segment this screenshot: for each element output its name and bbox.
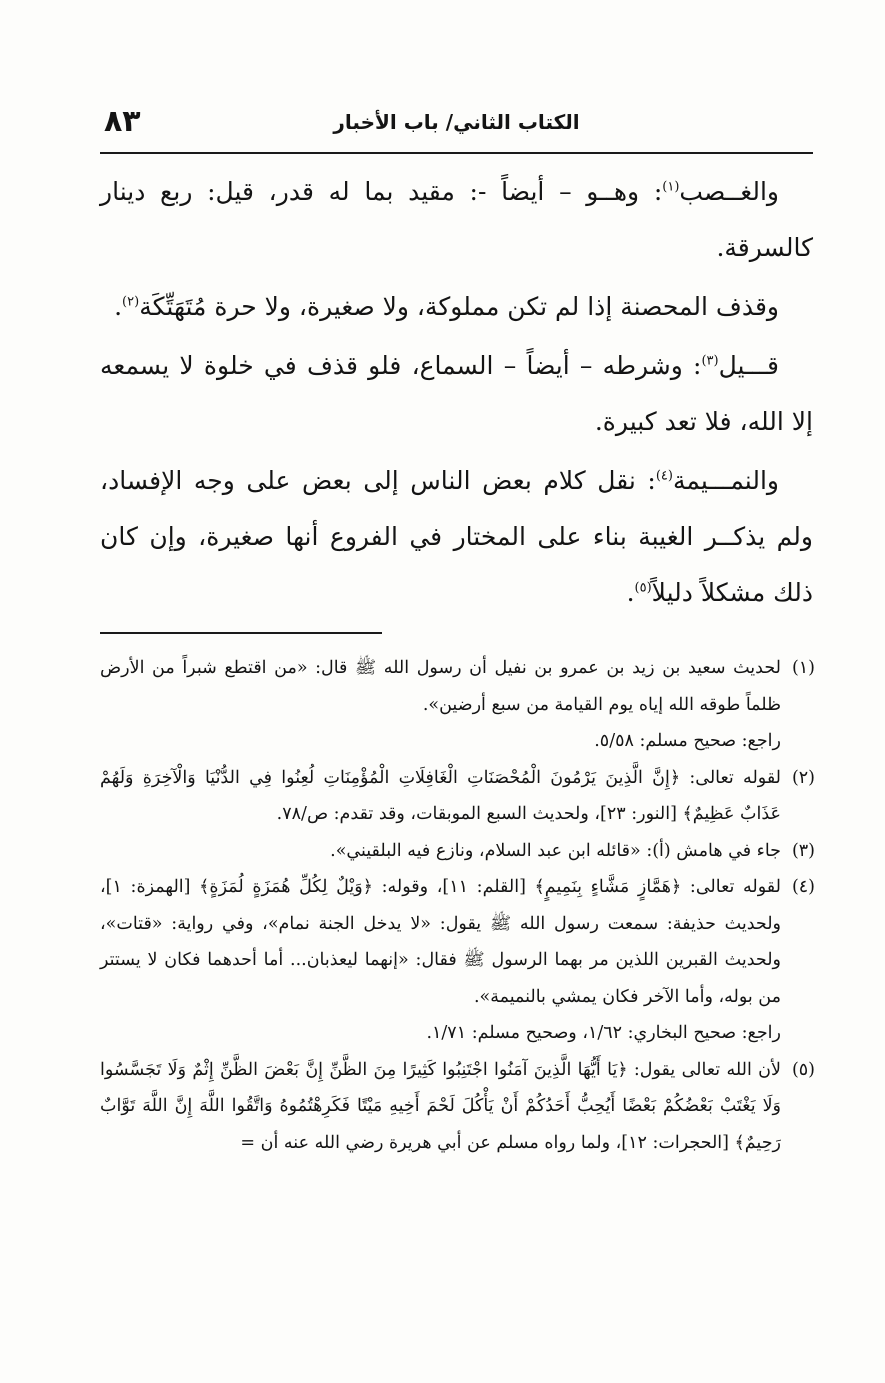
footnote <box>100 1052 815 1162</box>
footnote-ref: (٤) <box>655 468 673 484</box>
footnote-ref: (١) <box>662 179 680 195</box>
footnote-reference: راجع: صحيح مسلم: ٥/٥٨. <box>594 731 781 751</box>
page-number: ٨٣ <box>104 104 141 139</box>
footnote <box>100 650 815 760</box>
running-header <box>100 106 813 146</box>
footnote-reference: راجع: صحيح البخاري: ١/٦٢، وصحيح مسلم: ١/٧١. <box>426 1023 781 1043</box>
footnote-number: (٥) <box>791 1059 815 1080</box>
footnote-text: لحديث سعيد بن زيد بن عمرو بن نفيل أن رسول الله ﷺ قال: «من اقتطع شبراً من الأرض ظلماً طوقه الله إياه يوم القيامة من سبع أرضين». <box>100 658 781 715</box>
footnote <box>100 760 815 833</box>
header-divider <box>100 152 813 154</box>
footnote-number: (٤) <box>791 877 815 897</box>
paragraph-text: : نقل كلام بعض الناس إلى بعض على وجه الإفساد، ولم يذكــر الغيبة بناء على المختار في الفروع أنها صغيرة، وإن كان ذلك مشكلاً دليلاً <box>100 466 813 607</box>
paragraph-text: وقذف المحصنة إذا لم تكن مملوكة، ولا صغيرة، ولا حرة مُتَهَتِّكَة <box>139 292 779 321</box>
footnote <box>100 833 815 870</box>
footnote-ref: (٣) <box>701 353 719 369</box>
footnote-text: لأن الله تعالى يقول: ﴿يَا أَيُّهَا الَّذِينَ آمَنُوا اجْتَنِبُوا كَثِيرًا مِنَ الظَّنِّ إِنَّ بَعْضَ الظَّنِّ إِثْمٌ وَلَا تَجَسَّسُوا وَلَا يَغْتَبْ بَعْضُكُمْ بَعْضًا أَيُحِبُّ أَحَدُكُمْ أَنْ يَأْكُلَ لَحْمَ أَخِيهِ مَيْتًا فَكَرِهْتُمُوهُ وَاتَّقُوا اللَّهَ إِنَّ اللَّهَ تَوَّابٌ رَحِيمٌ﴾ [الحجرات: ١٢]، ولما رواه مسلم عن أبي هريرة رضي الله عنه أن = <box>100 1059 781 1153</box>
footnote <box>100 869 815 1052</box>
paragraph-text: والغــصب <box>679 177 779 206</box>
footnote-text: لقوله تعالى: ﴿إِنَّ الَّذِينَ يَرْمُونَ الْمُحْصَنَاتِ الْغَافِلَاتِ الْمُؤْمِنَاتِ لُعِنُوا فِي الدُّنْيَا وَالْآخِرَةِ وَلَهُمْ عَذَابٌ عَظِيمٌ﴾ [النور: ٢٣]، ولحديث السبع الموبقات، وقد تقدم: ص/٧٨. <box>100 767 781 824</box>
footnotes <box>100 650 815 1161</box>
paragraph-text: : وهــو – أيضاً -: مقيد بما له قدر، قيل: ربع دينار كالسرقة. <box>100 177 813 262</box>
paragraph <box>100 164 813 276</box>
paragraph-text: : وشرطه – أيضاً – السماع، فلو قذف في خلوة لا يسمعه إلا الله، فلا تعد كبيرة. <box>100 351 813 436</box>
footnote-divider <box>100 632 382 634</box>
footnote-number: (٢) <box>791 767 815 788</box>
footnote-number: (٣) <box>791 840 815 861</box>
header-title: الكتاب الثاني/ باب الأخبار <box>333 110 580 134</box>
paragraph <box>100 338 813 450</box>
main-text <box>100 164 813 624</box>
footnote-ref: (٥) <box>634 580 652 596</box>
paragraph-text: . <box>114 292 123 321</box>
paragraph-text: . <box>626 578 635 607</box>
paragraph <box>100 279 813 335</box>
footnote-text: لقوله تعالى: ﴿هَمَّازٍ مَشَّاءٍ بِنَمِيمٍ﴾ [القلم: ١١]، وقوله: ﴿وَيْلٌ لِكُلِّ هُمَزَةٍ لُمَزَةٍ﴾ [الهمزة: ١]، ولحديث حذيفة: سمعت رسول الله ﷺ يقول: «لا يدخل الجنة نمام»، وفي رواية: «قتات»، ولحديث القبرين اللذين مر بهما الرسول ﷺ فقال: «إنهما ليعذبان... أما أحدهما فكان لا يستتر من بوله، وأما الآخر فكان يمشي بالنميمة». <box>100 877 781 1007</box>
paragraph <box>100 453 813 621</box>
paragraph-text: قـــيل <box>718 351 779 380</box>
footnote-ref: (٢) <box>122 294 140 310</box>
footnote-text: جاء في هامش (أ): «قائله ابن عبد السلام، ونازع فيه البلقيني». <box>330 840 781 861</box>
footnote-number: (١) <box>791 658 815 678</box>
paragraph-text: والنمـــيمة <box>672 466 779 495</box>
